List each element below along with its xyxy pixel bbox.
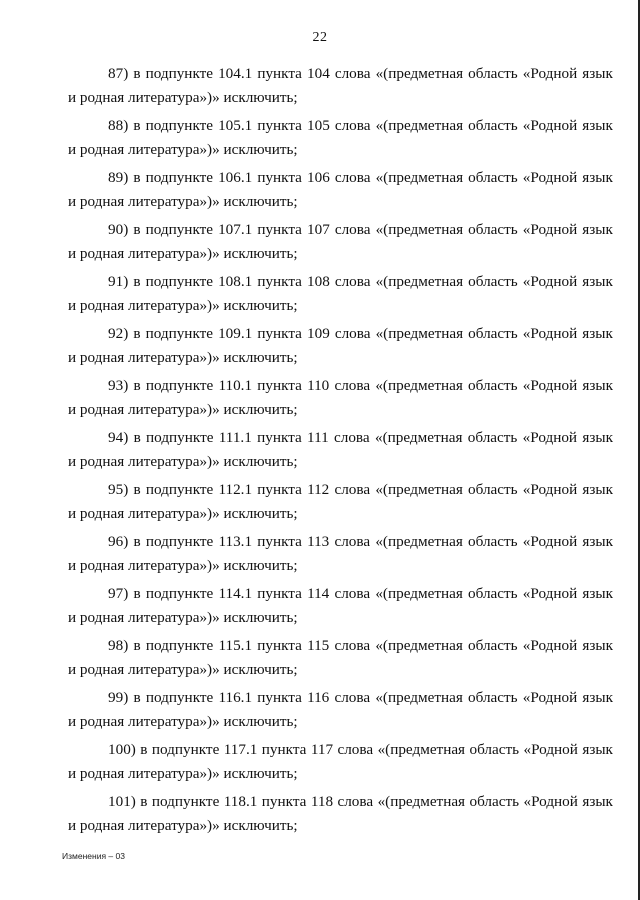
amendment-item bbox=[68, 686, 613, 738]
amendment-item-first-line: 87) в подпункте 104.1 пункта 104 слова «(предметная область «Родной язык bbox=[108, 65, 613, 82]
amendment-item-first-line: 100) в подпункте 117.1 пункта 117 слова «(предметная область «Родной язык bbox=[108, 741, 613, 758]
amendment-item-second-line: и родная литература»)» исключить; bbox=[68, 609, 298, 626]
amendment-item-second-line: и родная литература»)» исключить; bbox=[68, 765, 298, 782]
amendment-item-second-line: и родная литература»)» исключить; bbox=[68, 817, 298, 834]
amendment-item bbox=[68, 738, 613, 790]
amendment-item bbox=[68, 62, 613, 114]
amendment-item-first-line: 91) в подпункте 108.1 пункта 108 слова «(предметная область «Родной язык bbox=[108, 273, 613, 290]
amendment-item-first-line: 94) в подпункте 111.1 пункта 111 слова «(предметная область «Родной язык bbox=[108, 429, 613, 446]
amendment-item-second-line: и родная литература»)» исключить; bbox=[68, 401, 298, 418]
amendment-item bbox=[68, 374, 613, 426]
amendment-item-first-line: 97) в подпункте 114.1 пункта 114 слова «(предметная область «Родной язык bbox=[108, 585, 613, 602]
amendment-item bbox=[68, 582, 613, 634]
amendment-item-second-line: и родная литература»)» исключить; bbox=[68, 453, 298, 470]
amendment-item-first-line: 89) в подпункте 106.1 пункта 106 слова «(предметная область «Родной язык bbox=[108, 169, 613, 186]
amendment-item-first-line: 98) в подпункте 115.1 пункта 115 слова «(предметная область «Родной язык bbox=[108, 637, 613, 654]
amendment-item bbox=[68, 270, 613, 322]
amendment-item-second-line: и родная литература»)» исключить; bbox=[68, 557, 298, 574]
amendment-item bbox=[68, 114, 613, 166]
amendment-item-second-line: и родная литература»)» исключить; bbox=[68, 89, 298, 106]
amendment-item-second-line: и родная литература»)» исключить; bbox=[68, 245, 298, 262]
amendment-item-second-line: и родная литература»)» исключить; bbox=[68, 141, 298, 158]
amendment-item-second-line: и родная литература»)» исключить; bbox=[68, 505, 298, 522]
amendment-item-second-line: и родная литература»)» исключить; bbox=[68, 349, 298, 366]
amendment-item-first-line: 96) в подпункте 113.1 пункта 113 слова «(предметная область «Родной язык bbox=[108, 533, 613, 550]
amendment-item-first-line: 93) в подпункте 110.1 пункта 110 слова «(предметная область «Родной язык bbox=[108, 377, 613, 394]
amendment-item-second-line: и родная литература»)» исключить; bbox=[68, 297, 298, 314]
amendment-item-first-line: 95) в подпункте 112.1 пункта 112 слова «(предметная область «Родной язык bbox=[108, 481, 613, 498]
amendment-item-second-line: и родная литература»)» исключить; bbox=[68, 713, 298, 730]
amendment-item-first-line: 92) в подпункте 109.1 пункта 109 слова «(предметная область «Родной язык bbox=[108, 325, 613, 342]
amendment-item-first-line: 90) в подпункте 107.1 пункта 107 слова «(предметная область «Родной язык bbox=[108, 221, 613, 238]
amendment-item bbox=[68, 478, 613, 530]
amendment-item bbox=[68, 322, 613, 374]
page-number: 22 bbox=[312, 30, 328, 45]
amendment-item-first-line: 101) в подпункте 118.1 пункта 118 слова «(предметная область «Родной язык bbox=[108, 793, 613, 810]
amendment-item-second-line: и родная литература»)» исключить; bbox=[68, 661, 298, 678]
amendment-item-second-line: и родная литература»)» исключить; bbox=[68, 193, 298, 210]
amendment-item bbox=[68, 426, 613, 478]
amendment-list bbox=[68, 62, 613, 842]
amendment-item-first-line: 99) в подпункте 116.1 пункта 116 слова «(предметная область «Родной язык bbox=[108, 689, 613, 706]
amendment-item bbox=[68, 634, 613, 686]
amendment-item bbox=[68, 790, 613, 842]
amendment-item-first-line: 88) в подпункте 105.1 пункта 105 слова «(предметная область «Родной язык bbox=[108, 117, 613, 134]
amendment-item bbox=[68, 218, 613, 270]
amendment-item bbox=[68, 530, 613, 582]
footer-revision-note: Изменения – 03 bbox=[62, 851, 125, 861]
amendment-item bbox=[68, 166, 613, 218]
